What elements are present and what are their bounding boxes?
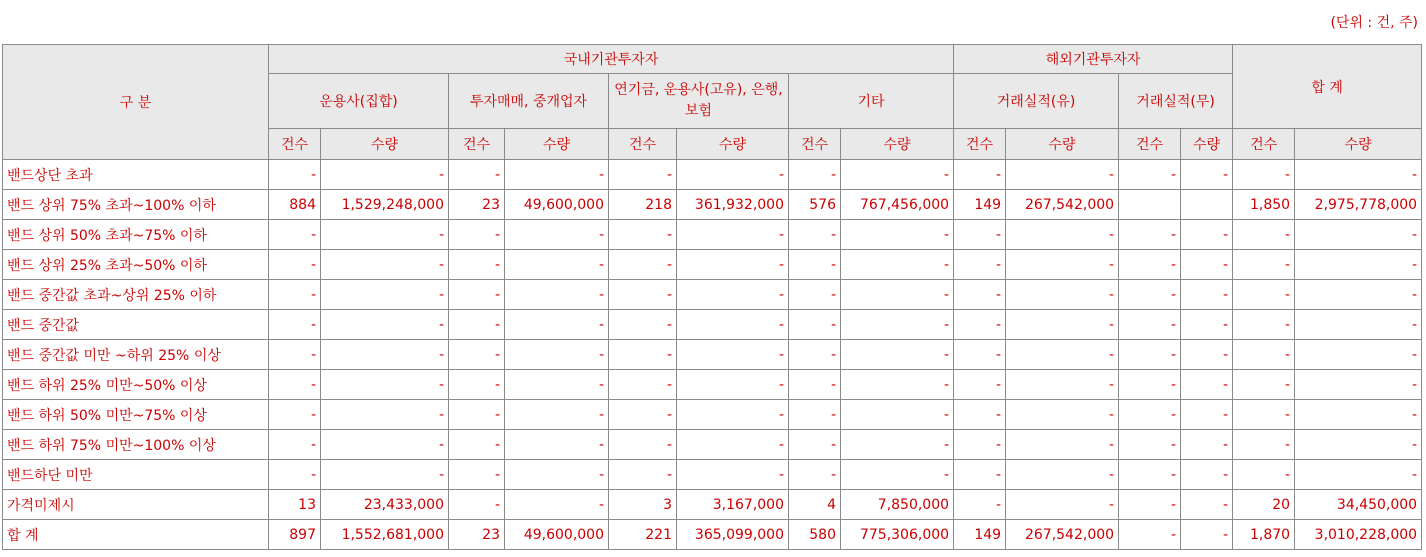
qty-cell: - <box>1295 400 1422 430</box>
table-row <box>3 190 1422 220</box>
header-count: 건수 <box>1233 129 1295 160</box>
count-cell: 23 <box>449 520 505 550</box>
count-cell: - <box>1233 160 1295 190</box>
count-cell: - <box>269 250 321 280</box>
count-cell: - <box>449 430 505 460</box>
row-label: 밴드상단 초과 <box>3 160 269 190</box>
qty-cell: - <box>841 220 954 250</box>
qty-cell: 3,010,228,000 <box>1295 520 1422 550</box>
demand-forecast-table <box>2 44 1422 550</box>
qty-cell: 1,529,248,000 <box>321 190 449 220</box>
qty-cell: - <box>1006 250 1119 280</box>
count-cell: 149 <box>954 190 1006 220</box>
header-count: 건수 <box>954 129 1006 160</box>
table-row <box>3 490 1422 520</box>
row-label: 밴드 상위 25% 초과~50% 이하 <box>3 250 269 280</box>
qty-cell: - <box>677 250 789 280</box>
qty-cell: 767,456,000 <box>841 190 954 220</box>
unit-note: (단위 : 건, 주) <box>1330 15 1418 31</box>
count-cell: - <box>269 340 321 370</box>
qty-cell: - <box>677 220 789 250</box>
qty-cell: 365,099,000 <box>677 520 789 550</box>
count-cell: - <box>609 310 677 340</box>
count-cell: 218 <box>609 190 677 220</box>
row-label: 밴드 하위 75% 미만~100% 이상 <box>3 430 269 460</box>
count-cell: - <box>789 250 841 280</box>
row-label: 밴드 상위 75% 초과~100% 이하 <box>3 190 269 220</box>
count-cell: - <box>609 160 677 190</box>
count-cell: - <box>954 490 1006 520</box>
header-category: 구 분 <box>3 45 269 160</box>
table-row <box>3 430 1422 460</box>
header-qty: 수량 <box>1295 129 1422 160</box>
table-row <box>3 370 1422 400</box>
count-cell: - <box>954 220 1006 250</box>
count-cell: - <box>1119 280 1181 310</box>
count-cell: - <box>1233 400 1295 430</box>
qty-cell: - <box>841 340 954 370</box>
qty-cell: - <box>1181 160 1233 190</box>
count-cell: - <box>449 370 505 400</box>
qty-cell: 267,542,000 <box>1006 520 1119 550</box>
qty-cell: - <box>321 250 449 280</box>
count-cell: - <box>1233 340 1295 370</box>
qty-cell: - <box>1006 430 1119 460</box>
qty-cell: - <box>677 400 789 430</box>
qty-cell: - <box>321 460 449 490</box>
count-cell: - <box>1233 370 1295 400</box>
header-count: 건수 <box>269 129 321 160</box>
qty-cell: 34,450,000 <box>1295 490 1422 520</box>
qty-cell: - <box>1006 400 1119 430</box>
qty-cell: - <box>321 280 449 310</box>
header-other: 기타 <box>789 74 954 129</box>
qty-cell: - <box>677 280 789 310</box>
count-cell: - <box>449 310 505 340</box>
count-cell: - <box>609 280 677 310</box>
count-cell: - <box>449 400 505 430</box>
count-cell: 20 <box>1233 490 1295 520</box>
table-row <box>3 160 1422 190</box>
header-count: 건수 <box>1119 129 1181 160</box>
count-cell: - <box>789 160 841 190</box>
qty-cell <box>1181 190 1233 220</box>
qty-cell: - <box>1181 340 1233 370</box>
count-cell: 1,870 <box>1233 520 1295 550</box>
header-count: 건수 <box>449 129 505 160</box>
row-label: 밴드 중간값 <box>3 310 269 340</box>
qty-cell: - <box>841 400 954 430</box>
qty-cell: - <box>505 250 609 280</box>
qty-cell: - <box>1006 310 1119 340</box>
count-cell: 3 <box>609 490 677 520</box>
qty-cell: - <box>1295 220 1422 250</box>
count-cell: - <box>609 460 677 490</box>
count-cell: - <box>954 280 1006 310</box>
count-cell: - <box>1119 310 1181 340</box>
count-cell: - <box>789 220 841 250</box>
qty-cell: - <box>1006 490 1119 520</box>
header-domestic: 국내기관투자자 <box>269 45 954 74</box>
count-cell: - <box>789 460 841 490</box>
count-cell: - <box>609 370 677 400</box>
count-cell: - <box>1233 430 1295 460</box>
count-cell: - <box>954 400 1006 430</box>
qty-cell: - <box>1295 430 1422 460</box>
qty-cell: - <box>1181 250 1233 280</box>
count-cell: - <box>609 400 677 430</box>
count-cell: 580 <box>789 520 841 550</box>
qty-cell: - <box>505 160 609 190</box>
qty-cell: - <box>1181 220 1233 250</box>
qty-cell: - <box>1181 490 1233 520</box>
count-cell: 1,850 <box>1233 190 1295 220</box>
count-cell: - <box>269 280 321 310</box>
qty-cell: - <box>505 310 609 340</box>
count-cell: - <box>609 340 677 370</box>
count-cell: - <box>449 490 505 520</box>
count-cell: - <box>1119 340 1181 370</box>
count-cell: - <box>1119 460 1181 490</box>
count-cell: - <box>449 160 505 190</box>
qty-cell: 49,600,000 <box>505 190 609 220</box>
qty-cell: 23,433,000 <box>321 490 449 520</box>
qty-cell: - <box>505 430 609 460</box>
count-cell: - <box>269 220 321 250</box>
count-cell: - <box>1119 490 1181 520</box>
header-count: 건수 <box>609 129 677 160</box>
qty-cell: - <box>1295 310 1422 340</box>
count-cell: - <box>1233 280 1295 310</box>
qty-cell: 3,167,000 <box>677 490 789 520</box>
qty-cell: - <box>841 430 954 460</box>
qty-cell: - <box>1181 310 1233 340</box>
count-cell: - <box>269 160 321 190</box>
count-cell: - <box>1233 460 1295 490</box>
qty-cell: - <box>1181 430 1233 460</box>
qty-cell: - <box>1006 220 1119 250</box>
count-cell: - <box>1119 250 1181 280</box>
count-cell: - <box>609 430 677 460</box>
qty-cell: - <box>1181 460 1233 490</box>
count-cell: - <box>269 310 321 340</box>
qty-cell: - <box>321 430 449 460</box>
count-cell: - <box>1119 220 1181 250</box>
header-track-yes: 거래실적(유) <box>954 74 1119 129</box>
count-cell: 221 <box>609 520 677 550</box>
count-cell: - <box>609 220 677 250</box>
qty-cell: - <box>321 220 449 250</box>
row-label: 밴드 하위 50% 미만~75% 이상 <box>3 400 269 430</box>
header-qty: 수량 <box>1006 129 1119 160</box>
row-label: 밴드 중간값 미만 ~하위 25% 이상 <box>3 340 269 370</box>
count-cell: 884 <box>269 190 321 220</box>
qty-cell: - <box>1006 460 1119 490</box>
count-cell: - <box>1119 520 1181 550</box>
table-row <box>3 460 1422 490</box>
qty-cell: - <box>505 340 609 370</box>
count-cell: - <box>1233 250 1295 280</box>
qty-cell: - <box>677 160 789 190</box>
count-cell: - <box>789 340 841 370</box>
row-label: 합 계 <box>3 520 269 550</box>
qty-cell: - <box>841 280 954 310</box>
qty-cell: - <box>1181 280 1233 310</box>
qty-cell: - <box>1006 160 1119 190</box>
qty-cell: - <box>1006 340 1119 370</box>
count-cell: - <box>1119 430 1181 460</box>
table-row <box>3 280 1422 310</box>
table-row <box>3 310 1422 340</box>
qty-cell: - <box>1181 400 1233 430</box>
header-total: 합 계 <box>1233 45 1422 129</box>
row-label: 밴드 중간값 초과~상위 25% 이하 <box>3 280 269 310</box>
count-cell: - <box>1119 400 1181 430</box>
qty-cell: - <box>505 220 609 250</box>
qty-cell: - <box>505 370 609 400</box>
qty-cell: 2,975,778,000 <box>1295 190 1422 220</box>
qty-cell: - <box>321 400 449 430</box>
count-cell: - <box>609 250 677 280</box>
qty-cell: - <box>841 250 954 280</box>
count-cell: - <box>269 460 321 490</box>
count-cell: 897 <box>269 520 321 550</box>
row-label: 가격미제시 <box>3 490 269 520</box>
qty-cell: - <box>841 160 954 190</box>
count-cell: 4 <box>789 490 841 520</box>
qty-cell: - <box>1295 340 1422 370</box>
qty-cell: - <box>1295 460 1422 490</box>
qty-cell: - <box>1295 280 1422 310</box>
qty-cell: - <box>1295 250 1422 280</box>
header-foreign: 해외기관투자자 <box>954 45 1233 74</box>
table-row <box>3 250 1422 280</box>
row-label: 밴드하단 미만 <box>3 460 269 490</box>
qty-cell: - <box>1006 370 1119 400</box>
qty-cell: - <box>505 460 609 490</box>
qty-cell: - <box>321 310 449 340</box>
count-cell: - <box>449 220 505 250</box>
header-pension: 연기금, 운용사(고유), 은행, 보험 <box>609 74 789 129</box>
count-cell: - <box>954 460 1006 490</box>
row-label: 밴드 상위 50% 초과~75% 이하 <box>3 220 269 250</box>
count-cell: - <box>789 370 841 400</box>
header-asset-mgmt: 운용사(집합) <box>269 74 449 129</box>
qty-cell: 7,850,000 <box>841 490 954 520</box>
count-cell: - <box>269 400 321 430</box>
count-cell: - <box>269 370 321 400</box>
count-cell: - <box>954 310 1006 340</box>
table-row <box>3 340 1422 370</box>
count-cell: - <box>954 250 1006 280</box>
count-cell <box>1119 190 1181 220</box>
count-cell: 576 <box>789 190 841 220</box>
table-row <box>3 220 1422 250</box>
count-cell: - <box>954 430 1006 460</box>
qty-cell: - <box>841 310 954 340</box>
qty-cell: - <box>505 400 609 430</box>
count-cell: - <box>789 280 841 310</box>
qty-cell: - <box>321 370 449 400</box>
count-cell: - <box>449 460 505 490</box>
qty-cell: - <box>677 370 789 400</box>
qty-cell: - <box>1181 370 1233 400</box>
qty-cell: - <box>1181 520 1233 550</box>
table-row <box>3 400 1422 430</box>
qty-cell: 775,306,000 <box>841 520 954 550</box>
header-qty: 수량 <box>1181 129 1233 160</box>
qty-cell: - <box>321 340 449 370</box>
qty-cell: 49,600,000 <box>505 520 609 550</box>
count-cell: - <box>789 400 841 430</box>
count-cell: 149 <box>954 520 1006 550</box>
count-cell: - <box>954 340 1006 370</box>
count-cell: - <box>269 430 321 460</box>
qty-cell: - <box>677 430 789 460</box>
count-cell: - <box>1119 160 1181 190</box>
header-count: 건수 <box>789 129 841 160</box>
qty-cell: - <box>505 490 609 520</box>
header-invest-trade: 투자매매, 중개업자 <box>449 74 609 129</box>
header-track-no: 거래실적(무) <box>1119 74 1233 129</box>
count-cell: - <box>789 430 841 460</box>
qty-cell: - <box>1295 370 1422 400</box>
count-cell: - <box>449 250 505 280</box>
row-label: 밴드 하위 25% 미만~50% 이상 <box>3 370 269 400</box>
qty-cell: - <box>1006 280 1119 310</box>
count-cell: - <box>1233 310 1295 340</box>
qty-cell: - <box>677 340 789 370</box>
qty-cell: 267,542,000 <box>1006 190 1119 220</box>
qty-cell: - <box>321 160 449 190</box>
qty-cell: - <box>677 310 789 340</box>
header-qty: 수량 <box>841 129 954 160</box>
count-cell: - <box>449 280 505 310</box>
count-cell: 23 <box>449 190 505 220</box>
header-qty: 수량 <box>321 129 449 160</box>
count-cell: - <box>789 310 841 340</box>
count-cell: - <box>954 370 1006 400</box>
count-cell: - <box>449 340 505 370</box>
qty-cell: - <box>841 460 954 490</box>
header-qty: 수량 <box>677 129 789 160</box>
qty-cell: 361,932,000 <box>677 190 789 220</box>
count-cell: - <box>954 160 1006 190</box>
count-cell: - <box>1119 370 1181 400</box>
qty-cell: - <box>841 370 954 400</box>
qty-cell: - <box>677 460 789 490</box>
count-cell: 13 <box>269 490 321 520</box>
qty-cell: 1,552,681,000 <box>321 520 449 550</box>
qty-cell: - <box>505 280 609 310</box>
header-qty: 수량 <box>505 129 609 160</box>
count-cell: - <box>1233 220 1295 250</box>
qty-cell: - <box>1295 160 1422 190</box>
table-row <box>3 520 1422 550</box>
